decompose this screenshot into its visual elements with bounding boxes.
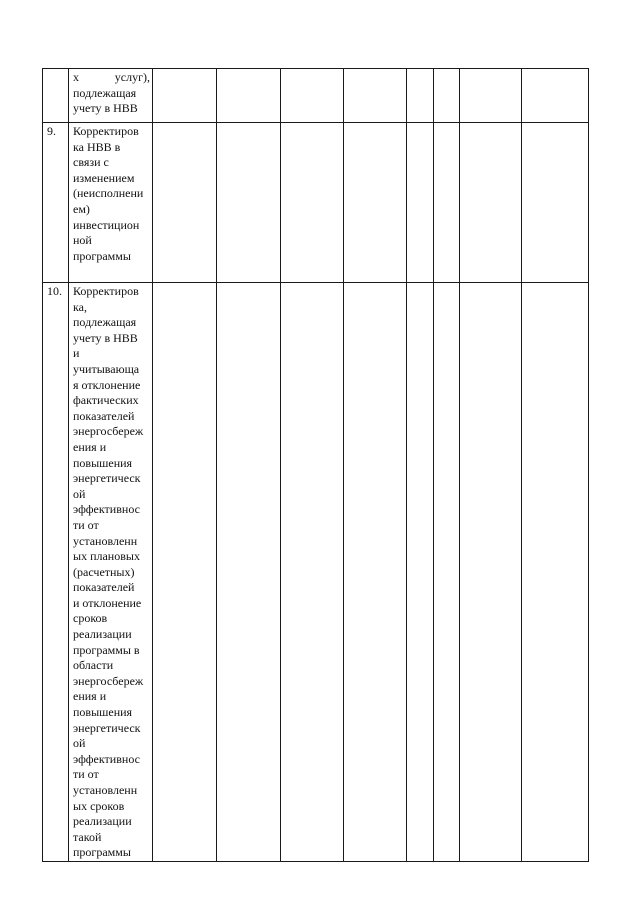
empty-cell — [407, 69, 434, 123]
row-label-cell — [69, 69, 153, 123]
label-line: подлежащая — [73, 315, 137, 330]
label-line: такой — [73, 829, 102, 844]
label-line: я отклонение — [73, 377, 141, 392]
empty-cell — [281, 283, 344, 862]
label-line: учету в НВВ — [73, 330, 138, 345]
label-line: ой — [73, 486, 86, 501]
label-line: фактических — [73, 393, 139, 408]
label-line: связи с — [73, 155, 109, 170]
label-line: ения и — [73, 689, 107, 704]
label-line: энергосбереж — [73, 673, 144, 688]
label-line: сроков — [73, 611, 108, 626]
empty-cell — [153, 123, 217, 283]
label-line: показателей — [73, 408, 135, 423]
label-line: учитывающа — [73, 361, 140, 376]
label-line: ых плановых — [73, 549, 140, 564]
label-line: показателей — [73, 580, 135, 595]
label-line: области — [73, 658, 114, 673]
label-word: х — [73, 70, 79, 84]
label-line: ем) — [73, 201, 90, 216]
row-label-cell — [69, 283, 153, 862]
label-line: ых сроков — [73, 798, 125, 813]
row-number-cell: 10. — [43, 283, 69, 862]
empty-cell — [460, 69, 522, 123]
empty-cell — [460, 283, 522, 862]
label-line: повышения — [73, 455, 133, 470]
row-number-cell — [43, 69, 69, 123]
label-line: эффективнос — [73, 751, 140, 766]
label-line: изменением — [73, 170, 135, 185]
empty-cell — [153, 69, 217, 123]
label-line: (неисполнени — [73, 186, 144, 201]
empty-cell — [434, 283, 460, 862]
label-line: ной — [73, 233, 92, 248]
label-line: ой — [73, 736, 86, 751]
empty-cell — [460, 123, 522, 283]
empty-cell — [434, 69, 460, 123]
label-line: ти от — [73, 517, 99, 532]
label-line: учету в НВВ — [73, 101, 138, 116]
empty-cell — [217, 283, 281, 862]
empty-cell — [407, 283, 434, 862]
label-line: Корректиров — [73, 284, 139, 298]
empty-cell — [407, 123, 434, 283]
label-line: и отклонение — [73, 595, 142, 610]
label-line: энергетическ — [73, 471, 141, 486]
label-line: реализации — [73, 627, 132, 642]
label-line: энергетическ — [73, 720, 141, 735]
label-line: (расчетных) — [73, 564, 135, 579]
table-row — [43, 69, 589, 123]
row-number-cell: 9. — [43, 123, 69, 283]
table-row — [43, 283, 589, 862]
label-line — [73, 70, 150, 86]
label-line: повышения — [73, 705, 133, 720]
empty-cell — [434, 123, 460, 283]
empty-cell — [522, 283, 589, 862]
table-row — [43, 123, 589, 283]
empty-cell — [522, 69, 589, 123]
label-line: ения и — [73, 439, 107, 454]
empty-cell — [344, 69, 407, 123]
empty-cell — [153, 283, 217, 862]
empty-cell — [217, 69, 281, 123]
label-line: и — [73, 346, 80, 361]
label-line: ка НВВ в — [73, 139, 121, 154]
empty-cell — [281, 69, 344, 123]
label-line: программы — [73, 845, 131, 860]
empty-cell — [344, 123, 407, 283]
label-line: ка, — [73, 299, 87, 314]
empty-cell — [522, 123, 589, 283]
empty-cell — [344, 283, 407, 862]
label-line: программы — [73, 248, 131, 263]
empty-cell — [281, 123, 344, 283]
label-line: реализации — [73, 814, 132, 829]
label-line: энергосбереж — [73, 424, 144, 439]
row-label-cell — [69, 123, 153, 283]
label-word: услуг), — [114, 70, 150, 84]
label-line: установленн — [73, 783, 138, 797]
label-line: Корректиров — [73, 124, 139, 138]
data-table — [42, 68, 589, 862]
label-line: эффективнос — [73, 502, 140, 517]
label-line: программы в — [73, 642, 140, 657]
label-line: инвестицион — [73, 217, 140, 232]
label-line: подлежащая — [73, 85, 137, 100]
empty-cell — [217, 123, 281, 283]
label-line: ти от — [73, 767, 99, 782]
label-line: установленн — [73, 533, 138, 548]
